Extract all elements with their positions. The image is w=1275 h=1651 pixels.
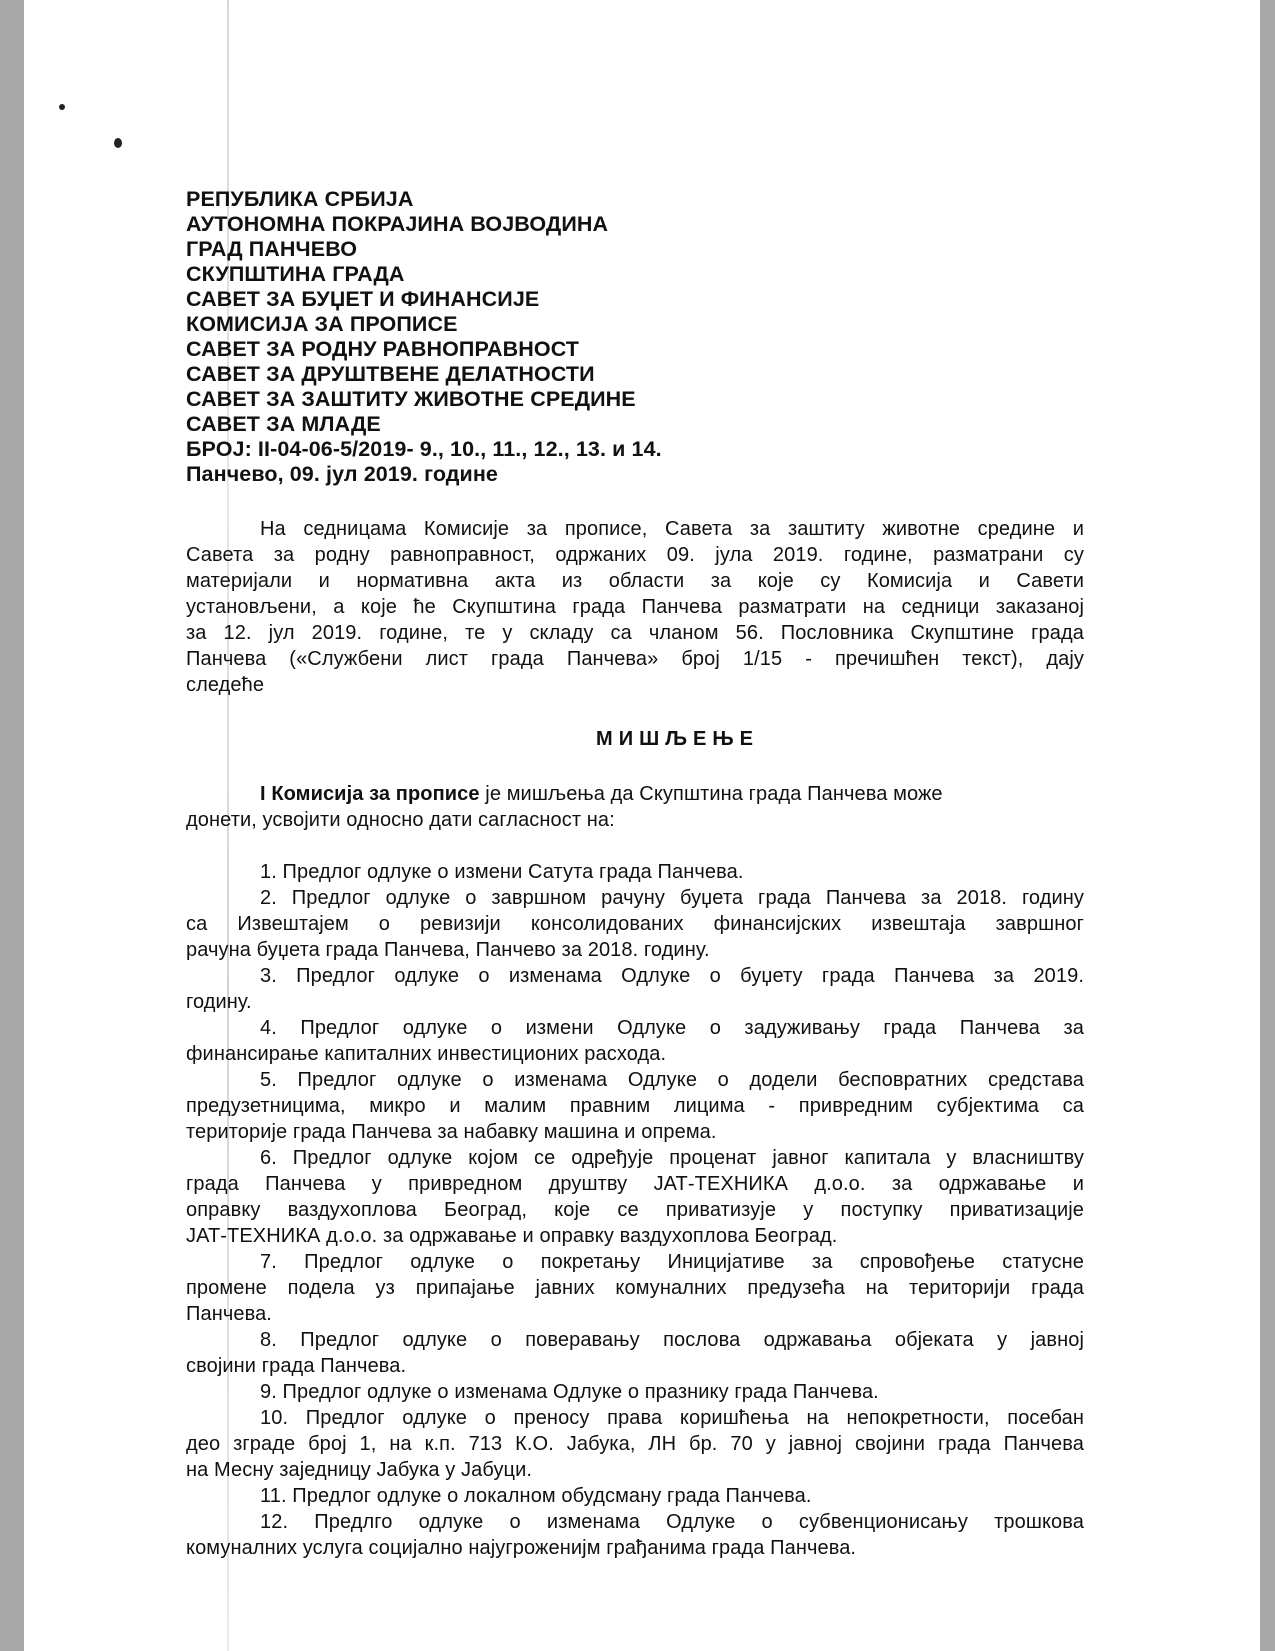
scan-speck [114,138,122,148]
header-line: САВЕТ ЗА ДРУШТВЕНЕ ДЕЛАТНОСТИ [186,362,595,386]
scan-border-right [1260,0,1275,1651]
header-line: СКУПШТИНА ГРАДА [186,262,405,286]
list-item-continuation: оправку ваздухоплова Београд, које се приватизује у поступку приватизације [186,1199,1084,1221]
header-line: САВЕТ ЗА РОДНУ РАВНОПРАВНОСТ [186,337,580,361]
list-item-continuation: територије града Панчева за набавку машина и опрема. [186,1121,717,1143]
list-item: 10. Предлог одлуке о преносу права коришћења на непокретности, посебан [260,1407,1084,1429]
list-item-continuation: финансирање капиталних инвестиционих расхода. [186,1043,667,1065]
header-line: РЕПУБЛИКА СРБИЈА [186,187,414,211]
list-item-continuation: промене подела уз припајање јавних комуналних предузећа на територији града [186,1277,1084,1299]
list-item-continuation: својини града Панчева. [186,1355,407,1377]
list-item-continuation: рачуна буџета града Панчева, Панчево за 2018. годину. [186,939,710,961]
list-item: 8. Предлог одлуке о поверавању послова одржавања објеката у јавној [260,1329,1084,1351]
intro-line: за 12. јул 2019. године, те у складу са чланом 56. Пословника Скупштине града [186,622,1084,644]
header-line: САВЕТ ЗА МЛАДЕ [186,412,381,436]
list-item-continuation: Панчева. [186,1303,272,1325]
list-item-continuation: предузетницима, микро и малим правним лицима - привредним субјектима са [186,1095,1084,1117]
committee-name: I Комисија за прописе [260,783,480,805]
opinion-lead-line2: донети, усвојити односно дати сагласност на: [186,809,615,831]
list-item: 11. Предлог одлуке о локалном обудсману града Панчева. [260,1485,812,1507]
list-item-continuation: са Извештајем о ревизији консолидованих финансијских извештаја завршног [186,913,1084,935]
list-item-continuation: годину. [186,991,252,1013]
intro-line: На седницама Комисије за прописе, Савета за заштиту животне средине и [260,518,1084,540]
intro-line: материјали и нормативна акта из области за које су Комисија и Савети [186,570,1084,592]
intro-line: следеће [186,674,265,696]
list-item: 12. Предлго одлуке о изменама Одлуке о субвенционисању трошкова [260,1511,1084,1533]
list-item-continuation: део зграде број 1, на к.п. 713 К.О. Јабука, ЛН бр. 70 у јавној својини града Панчева [186,1433,1084,1455]
list-item: 3. Предлог одлуке о изменама Одлуке о буџету града Панчева за 2019. [260,965,1084,987]
intro-line: Панчева («Службени лист града Панчева» број 1/15 - пречишћен текст), дају [186,648,1084,670]
list-item-continuation: на Месну заједницу Јабука у Јабуци. [186,1459,533,1481]
header-line: ГРАД ПАНЧЕВО [186,237,358,261]
header-line: АУТОНОМНА ПОКРАЈИНА ВОЈВОДИНА [186,212,609,236]
opinion-lead-text: је мишљења да Скупштина града Панчева може [479,783,943,805]
header-line: САВЕТ ЗА БУЏЕТ И ФИНАНСИЈЕ [186,287,540,311]
header-line: САВЕТ ЗА ЗАШТИТУ ЖИВОТНЕ СРЕДИНЕ [186,387,636,411]
document-number: БРОЈ: II-04-06-5/2019- 9., 10., 11., 12., 13. и 14. [186,437,662,461]
list-item-continuation: ЈАТ-ТЕХНИКА д.о.о. за одржавање и оправку ваздухоплова Београд. [186,1225,838,1247]
list-item: 5. Предлог одлуке о изменама Одлуке о додели бесповратних средстава [260,1069,1084,1091]
list-item-continuation: комуналних услуга социјално најугроженијм грађанима града Панчева. [186,1537,857,1559]
list-item: 1. Предлог одлуке о измени Сатута града Панчева. [260,861,744,883]
section-title: МИШЉЕЊЕ [596,728,759,750]
scan-speck [59,104,65,110]
list-item: 6. Предлог одлуке којом се одређује проценат јавног капитала у власништву [260,1147,1084,1169]
list-item: 7. Предлог одлуке о покретању Иницијативе за спровођење статусне [260,1251,1084,1273]
list-item-continuation: града Панчева у привредном друштву ЈАТ-ТЕХНИКА д.о.о. за одржавање и [186,1173,1084,1195]
list-item: 9. Предлог одлуке о изменама Одлуке о празнику града Панчева. [260,1381,879,1403]
list-item: 4. Предлог одлуке о измени Одлуке о задуживању града Панчева за [260,1017,1084,1039]
scan-border-left [0,0,24,1651]
header-line: КОМИСИЈА ЗА ПРОПИСЕ [186,312,458,336]
list-item: 2. Предлог одлуке о завршном рачуну буџета града Панчева за 2018. годину [260,887,1084,909]
intro-line: установљени, а које ће Скупштина града Панчева разматрати на седници заказаној [186,596,1084,618]
intro-line: Савета за родну равноправност, одржаних 09. јула 2019. године, разматрани су [186,544,1084,566]
document-date: Панчево, 09. јул 2019. године [186,462,498,486]
